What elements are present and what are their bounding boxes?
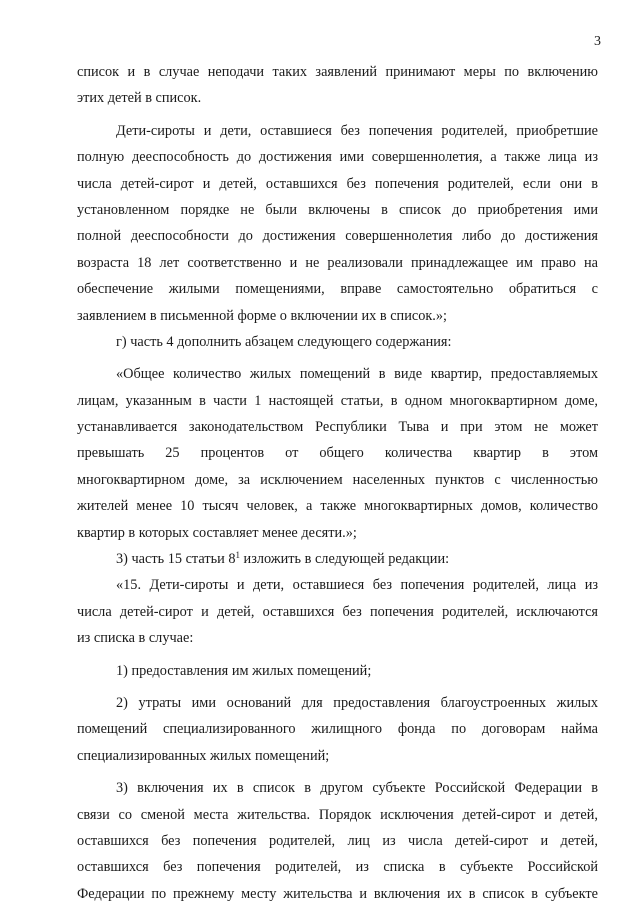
text-line: Дети-сироты и дети, оставшиеся без попечения родителей, приобретшие (116, 122, 598, 139)
paragraph-subitem-1 (77, 658, 598, 684)
text-line: жителей менее 10 тысяч человек, а также многоквартирных домов, количество (77, 498, 598, 515)
text-line: полную дееспособность до достижения ими совершеннолетия, а также лица из (77, 149, 598, 166)
text-line: оставшихся без попечения родителей, лиц из числа детей-сирот и детей, (77, 832, 598, 849)
paragraph-item-15 (77, 572, 598, 651)
document-body (77, 59, 598, 907)
text-line: полной дееспособности до достижения совершеннолетия либо до достижения (77, 228, 598, 245)
text-line: устанавливается законодательством Республики Тыва и при этом не может (77, 419, 598, 436)
text-line: 3) включения их в список в другом субъекте Российской Федерации в (116, 780, 598, 797)
text-line: установленном порядке не были включены в список до приобретения ими (77, 201, 598, 218)
text-line: Федерации по прежнему месту жительства и включения их в список в субъекте (77, 885, 598, 902)
paragraph-orphans-eligibility (77, 118, 598, 329)
text-line: многоквартирном доме, за исключением населенных пунктов с численностью (77, 471, 598, 488)
paragraph-subitem-3 (77, 775, 598, 907)
text-line: возраста 18 лет соответственно и не реализовали принадлежащее им право на (77, 254, 598, 271)
text-line: заявлением в письменной форме о включении их в список.»; (77, 307, 447, 324)
paragraph-amendment-g (77, 329, 598, 355)
text-line (77, 546, 598, 572)
paragraph-subitem-2 (77, 690, 598, 769)
page-number: 3 (594, 34, 601, 49)
text-line: лицам, указанным в части 1 настоящей статьи, в одном многоквартирном доме, (77, 392, 598, 409)
text-line: из списка в случае: (77, 630, 194, 647)
text-line: г) часть 4 дополнить абзацем следующего содержания: (116, 333, 452, 350)
text-fragment: изложить в следующей редакции: (239, 551, 450, 568)
text-fragment: 3) часть 15 статьи 8 (116, 551, 236, 568)
text-line: оставшихся без попечения родителей, из списка в субъекте Российской (77, 859, 598, 876)
paragraph-continuation (77, 59, 598, 112)
text-line: «Общее количество жилых помещений в виде квартир, предоставляемых (116, 366, 598, 383)
text-line: 1) предоставления им жилых помещений; (116, 662, 372, 679)
text-line: этих детей в список. (77, 90, 202, 107)
text-line: 2) утраты ими оснований для предоставления благоустроенных жилых (116, 694, 598, 711)
text-line: «15. Дети-сироты и дети, оставшиеся без попечения родителей, лица из (116, 577, 598, 594)
text-line: специализированных жилых помещений; (77, 747, 330, 764)
text-line: превышать 25 процентов от общего количества квартир в этом (77, 445, 598, 462)
text-line: числа детей-сирот и детей, оставшихся без попечения родителей, если они в (77, 175, 598, 192)
text-line: помещений специализированного жилищного фонда по договорам найма (77, 721, 598, 738)
text-line: числа детей-сирот и детей, оставшихся без попечения родителей, исключаются (77, 603, 598, 620)
text-line: квартир в которых составляет менее десяти.»; (77, 524, 357, 541)
superscript: 1 (235, 550, 240, 561)
text-line: связи со сменой места жительства. Порядок исключения детей-сирот и детей, (77, 806, 598, 823)
text-line: список и в случае неподачи таких заявлений принимают меры по включению (77, 64, 598, 80)
text-line: обеспечение жилыми помещениями, вправе самостоятельно обратиться с (77, 281, 598, 298)
paragraph-amendment-3 (77, 546, 598, 572)
paragraph-quota (77, 361, 598, 546)
